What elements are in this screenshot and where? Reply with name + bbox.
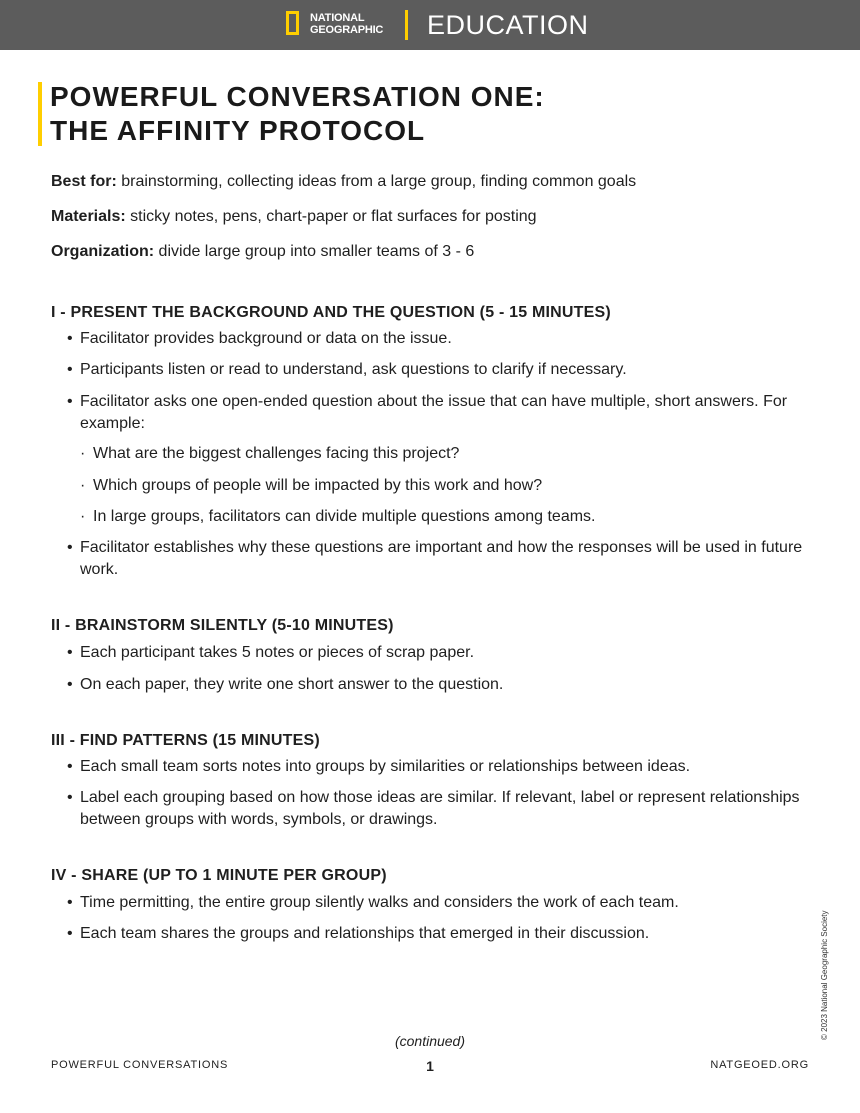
list-item bbox=[67, 537, 807, 581]
meta-text: divide large group into smaller teams of 3 - 6 bbox=[154, 243, 475, 260]
sub-list-item bbox=[80, 475, 800, 497]
list-item-text: Which groups of people will be impacted by this work and how? bbox=[93, 477, 543, 494]
logo-line-2: GEOGRAPHIC bbox=[310, 24, 384, 36]
meta-label: Materials: bbox=[51, 208, 126, 225]
page-number: 1 bbox=[426, 1058, 434, 1074]
page-title bbox=[50, 80, 545, 148]
list-item bbox=[67, 391, 807, 435]
meta-text: brainstorming, collecting ideas from a large group, finding common goals bbox=[116, 173, 637, 190]
list-item bbox=[67, 892, 807, 914]
bullet-icon: • bbox=[67, 361, 73, 378]
sub-bullet-icon: · bbox=[80, 508, 86, 525]
list-item bbox=[67, 328, 807, 350]
list-item-text: Label each grouping based on how those ideas are similar. If relevant, label or represent relationships between groups with words, symbols, or drawings. bbox=[80, 789, 800, 828]
continued-note: (continued) bbox=[394, 1033, 466, 1049]
bullet-icon: • bbox=[67, 789, 73, 806]
section-heading: II - BRAINSTORM SILENTLY (5-10 MINUTES) bbox=[51, 617, 394, 634]
section-heading: IV - SHARE (UP TO 1 MINUTE PER GROUP) bbox=[51, 867, 387, 884]
list-item bbox=[67, 642, 807, 664]
bullet-icon: • bbox=[67, 644, 73, 661]
list-item bbox=[67, 674, 807, 696]
list-item-text: Facilitator asks one open-ended question about the issue that can have multiple, short answers. For example: bbox=[80, 393, 788, 432]
bullet-icon: • bbox=[67, 676, 73, 693]
list-item-text: What are the biggest challenges facing this project? bbox=[93, 445, 460, 462]
meta-organization bbox=[51, 242, 474, 262]
list-item bbox=[67, 923, 807, 945]
bullet-icon: • bbox=[67, 925, 73, 942]
title-line-1: POWERFUL CONVERSATION ONE: bbox=[50, 81, 545, 112]
bullet-icon: • bbox=[67, 894, 73, 911]
sub-bullet-icon: · bbox=[80, 477, 86, 494]
logo-line-1: NATIONAL bbox=[310, 12, 365, 24]
header-bar bbox=[0, 0, 860, 50]
list-item-text: Time permitting, the entire group silently walks and considers the work of each team. bbox=[80, 894, 679, 911]
title-accent-bar bbox=[38, 82, 42, 146]
list-item-text: Facilitator provides background or data on the issue. bbox=[80, 330, 452, 347]
bullet-icon: • bbox=[67, 330, 73, 347]
list-item-text: Participants listen or read to understand, ask questions to clarify if necessary. bbox=[80, 361, 627, 378]
sub-list-item bbox=[80, 443, 800, 465]
copyright-notice: © 2023 National Geographic Society bbox=[820, 910, 829, 1040]
list-item bbox=[67, 359, 807, 381]
bullet-icon: • bbox=[67, 393, 73, 410]
header-section-label: EDUCATION bbox=[427, 10, 589, 40]
section-heading: I - PRESENT THE BACKGROUND AND THE QUESTION (5 - 15 MINUTES) bbox=[51, 304, 611, 321]
bullet-icon: • bbox=[67, 758, 73, 775]
section-heading: III - FIND PATTERNS (15 MINUTES) bbox=[51, 732, 320, 749]
meta-label: Organization: bbox=[51, 243, 155, 260]
sub-bullet-icon: · bbox=[80, 445, 86, 462]
title-line-2: THE AFFINITY PROTOCOL bbox=[50, 115, 426, 146]
list-item-text: Each small team sorts notes into groups by similarities or relationships between ideas. bbox=[80, 758, 691, 775]
list-item bbox=[67, 787, 807, 831]
list-item bbox=[67, 756, 807, 778]
meta-text: sticky notes, pens, chart-paper or flat surfaces for posting bbox=[125, 208, 537, 225]
footer-title: POWERFUL CONVERSATIONS bbox=[51, 1059, 229, 1071]
sub-list-item bbox=[80, 506, 800, 528]
footer-website: NATGEOED.ORG bbox=[710, 1059, 809, 1071]
meta-label: Best for: bbox=[51, 173, 117, 190]
header-divider bbox=[405, 10, 408, 40]
list-item-text: On each paper, they write one short answer to the question. bbox=[80, 676, 504, 693]
list-item-text: Each participant takes 5 notes or pieces of scrap paper. bbox=[80, 644, 475, 661]
list-item-text: Each team shares the groups and relationships that emerged in their discussion. bbox=[80, 925, 650, 942]
meta-materials bbox=[51, 207, 537, 227]
bullet-icon: • bbox=[67, 539, 73, 556]
list-item-text: In large groups, facilitators can divide multiple questions among teams. bbox=[93, 508, 596, 525]
meta-best-for bbox=[51, 172, 636, 192]
natgeo-logo-icon bbox=[286, 11, 299, 35]
list-item-text: Facilitator establishes why these questions are important and how the responses will be used in future work. bbox=[80, 539, 803, 578]
natgeo-logo-text bbox=[310, 12, 383, 36]
